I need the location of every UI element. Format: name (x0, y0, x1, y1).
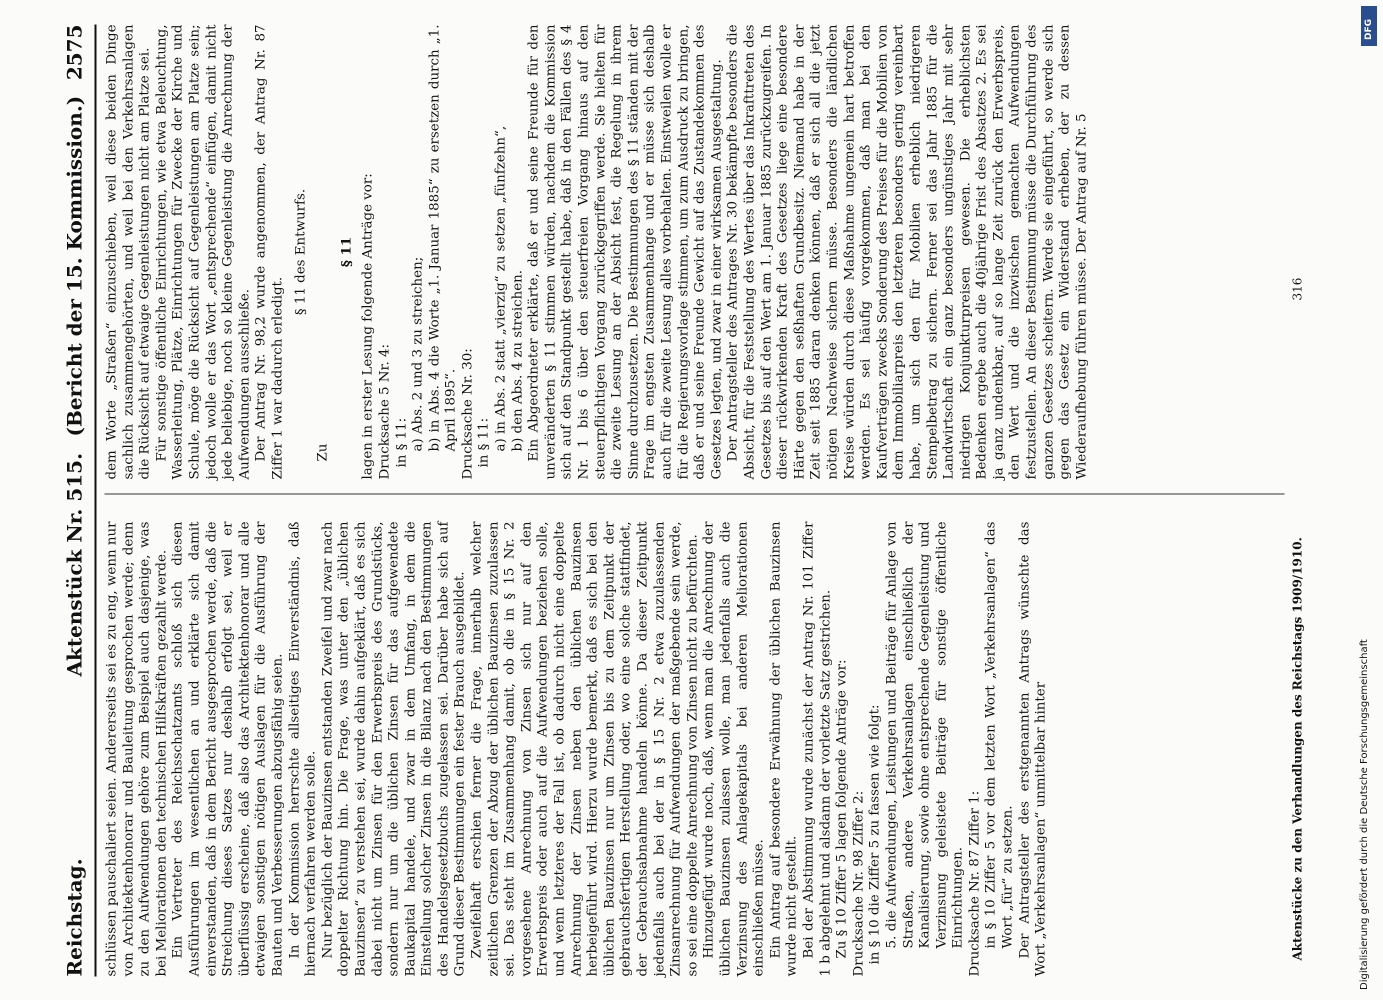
footer-signature-number: 316 (1290, 277, 1304, 300)
paragraph: in § 11: (393, 417, 409, 467)
page-header (62, 24, 90, 976)
paragraph: Bei der Abstimmung wurde zunächst der Antrag Nr. 101 Ziffer 1 b abgelehnt und alsdann der vorletzte Satz gestrichen. (800, 521, 833, 976)
paragraph: a) in Abs. 2 statt „vierzig“ zu setzen „fünfzehn“, (493, 125, 509, 451)
header-aktenstueck: Aktenstück Nr. 515. (62, 452, 86, 676)
paragraph: Hinzugefügt wurde noch, daß, wenn man die Anrechnung der üblichen Bauzinsen zulassen wolle, man jedenfalls auch die Verzinsung des Anlagekapitals bei anderen Meliorationen einschließen müsse. (701, 521, 767, 976)
left-text-column (104, 521, 1050, 976)
paragraph: Für sonstige öffentliche Einrichtungen, wie etwa Beleuchtung, Wasserleitung, Plätze, Einrichtungen für Zwecke der Kirche und Schule, möge die Rücksicht auf Gegenleistungen am Platze sein; jedoch wolle er das Wort „entsprechende“ einfügen, damit nicht jede beliebige, noch so kleine Gegenleistung die Anrechnung der Aufwendungen ausschließe. (153, 24, 252, 479)
header-bericht: (Bericht der 15. Kommission.) (62, 95, 86, 436)
dfg-logo-text: DFG (1364, 18, 1374, 40)
header-reichstag: Reichstag. (62, 857, 86, 976)
paragraph: § 11 (337, 236, 354, 267)
paragraph: b) in Abs. 4 die Worte „1. Januar 1885“ zu ersetzen durch „1. April 1895“. (426, 24, 459, 451)
column-divider (104, 493, 1284, 494)
paragraph: Der Antrag Nr. 98,2 wurde angenommen, der Antrag Nr. 87 Ziffer 1 war dadurch erledigt. (253, 24, 285, 479)
paragraph: Drucksache Nr. 87 Ziffer 1: (966, 790, 982, 976)
paragraph: schlüssen pauschaliert seien. Andererseits sei es zu eng, wenn nur von Architektenhonorar und Bauleitung gesprochen werde; denn zu den Aufwendungen gehöre zum Beispiel auch dasjenige, was bei Meliorationen den technischen Hilfskräften gezahlt werde. (104, 521, 169, 976)
paragraph: Nur bezüglich der Bauzinsen entstanden Zweifel und zwar nach doppelter Richtung hin. Die Frage, was unter den „üblichen Bauzinsen“ zu verstehen sei, wurde dahin aufgeklärt, daß es sich dabei nicht um Zinsen für den Erwerbspreis des Grundstücks, sondern nur um die üblichen Zinsen für das aufgewendete Baukapital handele, und zwar in dem Umfang, in dem die Einstellung solcher Zinsen in die Bilanz nach den Bestimmungen des Handelsgesetzbuchs zugelassen sei. Darüber habe sich auf Grund dieser Bestimmungen ein fester Brauch ausgebildet. (319, 521, 468, 976)
digitization-note-text: Digitalisierung gefördert durch die Deutsche Forschungsgemeinschaft (1359, 639, 1370, 990)
header-rule (94, 24, 96, 976)
paragraph: § 11 des Entwurfs. (292, 188, 308, 315)
paragraph: lagen in erster Lesung folgende Anträge vor: (360, 172, 376, 479)
paragraph: Der Antragsteller des Antrages Nr. 30 bekämpfte besonders die Absicht, für die Feststellung des Wertes über das Inkrafttreten des Gesetzes bis auf den Wert am 1. Januar 1885 zurückzugreifen. In dieser rückwirkenden Kraft des Gesetzes liege eine besondere Härte gegen den seßhaften Grundbesitz. Niemand habe in der Zeit seit 1885 daran denken können, daß er sich all die jetzt nötigen Nachweise sichern müsse. Besonders die ländlichen Kreise würden durch diese Maßnahme ungemein hart betroffen werden. Es sei häufig vorgekommen, daß man bei den Kaufverträgen zwecks Sonderung des Preises für die Mobilien von dem Immobiliarpreis den letzteren besonders gering vereinbart habe, um sich den für Mobilien erheblich niedrigeren Stempelbetrag zu sichern. Ferner sei das Jahr 1885 für die Landwirtschaft ein ganz besonders ungünstiges Jahr mit sehr niedrigen Konjunkturpreisen gewesen. Die erheblichsten Bedenken ergebe auch die 40jährige Frist des Absatzes 2. Es sei ja ganz undenkbar, auf so lange Zeit zurück den Erwerbspreis, den Wert und die inzwischen gemachten Aufwendungen festzustellen. An dieser Bestimmung müsse die Durchführung des ganzen Gesetzes scheitern. Werde sie eingeführt, so werde sich gegen das Gesetz ein Widerstand erheben, der zu dessen Wiederaufhebung führen müsse. Der Antrag auf Nr. 5 (725, 24, 1089, 479)
digitization-note (1359, 10, 1377, 990)
paragraph: Ein Abgeordneter erklärte, daß er und seine Freunde für den unveränderten § 11 stimmen würden, nachdem die Kommission sich auf den Standpunkt gestellt habe, daß in den Fällen des § 4 Nr. 1 bis 6 über den steuerfreien Vorgang hinaus auf den steuerpflichtigen Vorgang zurückgegriffen werde. Sie hielten für die zweite Lesung an der Absicht fest, die Regelung in ihrem Sinne durchzusetzen. Die Bestimmungen des § 11 ständen mit der Frage im engsten Zusammenhange und er müsse sich deshalb auch für die zweite Lesung alles vorbehalten. Einstweilen wolle er für die Regierungsvorlage stimmen, um zum Ausdruck zu bringen, daß er und seine Freunde Gewicht auf das Zustandekommen des Gesetzes legten, und zwar in einer wirksamen Ausgestaltung. (526, 24, 724, 479)
paragraph: dem Worte „Straßen“ einzuschieben, weil diese beiden Dinge sachlich zusammengehörten, und weil bei den Verkehrsanlagen die Rücksicht auf etwaige Gegenleistungen nicht am Platze sei. (104, 24, 153, 479)
paragraph: in § 10 Ziffer 5 vor dem letzten Wort „Verkehrsanlagen“ das Wort „für“ zu setzen. (983, 521, 1016, 948)
paragraph: Ein Antrag auf besondere Erwähnung der üblichen Bauzinsen wurde nicht gestellt. (767, 521, 800, 976)
paragraph: in § 11: (476, 417, 492, 467)
paragraph: Drucksache 5 Nr. 4: (376, 343, 392, 479)
paragraph: Drucksache Nr. 98 Ziffer 2: (850, 790, 866, 976)
paragraph: Zu (315, 443, 331, 461)
paragraph: Der Antragsteller des erstgenannten Antrags wünschte das Wort „Verkehrsanlagen“ unmittelbar hinter (1016, 521, 1049, 976)
paragraph: Zweifelhaft erschien ferner die Frage, innerhalb welcher zeitlichen Grenzen der Abzug der üblichen Bauzinsen zuzulassen sei. Das steht im Zusammenhang damit, ob die in § 15 Nr. 2 vorgesehene Anrechnung von Zinsen sich nur auf den Erwerbspreis oder auch auf die Aufwendungen beziehen solle, und wenn letzteres der Fall ist, ob dadurch nicht eine doppelte Anrechnung der Zinsen neben den üblichen Bauzinsen herbeigeführt wird. Hierzu wurde bemerkt, daß es sich bei den üblichen Bauzinsen nur um Zinsen bis zu dem Zeitpunkt der gebrauchsfertigen Herstellung oder, wo eine solche stattfindet, der Gebrauchsabnahme handeln könne. Da dieser Zeitpunkt jedenfalls auch bei der in § 15 Nr. 2 etwa zuzulassenden Zinsanrechnung für Aufwendungen der maßgebende sein werde, so sei eine doppelte Anrechnung von Zinsen nicht zu befürchten. (469, 521, 700, 976)
paragraph: b) den Abs. 4 zu streichen. (509, 269, 525, 451)
paragraph: a) Abs. 2 und 3 zu streichen; (410, 256, 426, 451)
footer-aktenstuecke: Aktenstücke zu den Verhandlungen des Reichstags 1909/1910. (1290, 536, 1304, 960)
paragraph: in § 10 die Ziffer 5 zu fassen wie folgt: (867, 703, 883, 964)
paragraph: In der Kommission herrschte allseitiges Einverständnis, daß hiernach verfahren werden solle. (286, 521, 319, 976)
paragraph: 5. die Aufwendungen, Leistungen und Beiträge für Anlage von Straßen, andere Verkehrsanlagen einschließlich der Kanalisierung, sowie ohne entsprechende Gegenleistung und Verzinsung geleistete Beiträge für sonstige öffentliche Einrichtungen. (883, 521, 966, 948)
paragraph: Drucksache Nr. 30: (459, 347, 475, 479)
page-number: 2575 (62, 24, 86, 80)
right-text-column (104, 24, 1090, 479)
paragraph: Ein Vertreter des Reichsschatzamts schloß sich diesen Ausführungen im wesentlichen an und erklärte sich damit einverstanden, daß in dem Bericht ausgesprochen werde, daß die Streichung dieses Satzes nur deshalb erfolgt sei, weil er überflüssig erscheine, daß also das Architektenhonorar und alle etwaigen sonstigen nötigen Auslagen für die Ausführung der Bauten und Verbesserungen abzugsfähig seien. (170, 521, 285, 976)
dfg-logo (1361, 6, 1377, 46)
paragraph: Zu § 10 Ziffer 5 lagen folgende Anträge vor: (834, 658, 850, 958)
